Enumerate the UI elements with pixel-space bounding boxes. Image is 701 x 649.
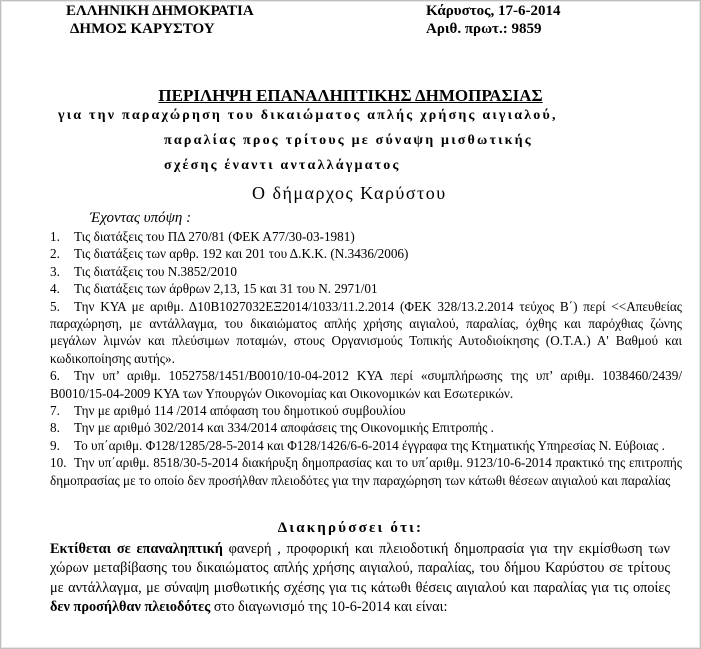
list-item-number: 5. xyxy=(50,298,60,314)
paragraph-bold-no-bidders: δεν προσήλθαν πλειοδότες xyxy=(50,598,211,615)
list-item-text: Την υπ’ αριθμ. 1052758/1451/Β0010/10-04-2012 ΚΥΑ περί «συμπλήρωσης της υπ’ αριθμ. 1038460/2439/Β0010/15-04-2009 ΚΥΑ των Υπουργών Οικονομίας και Οικονομικών και Εσωτερικών. xyxy=(50,368,682,401)
subtitle-line-1: για την παραχώρηση του δικαιώματος απλής χρήσης αιγιαλού, xyxy=(58,108,558,123)
list-item xyxy=(50,419,682,436)
list-item xyxy=(50,454,682,489)
paragraph-text-1: φανερή , προφορική και πλειοδοτική δημοπρασία για την εκμίσθωση των χώρων μεταβίβασης του δικαιώματος απλής χρήσης αιγιαλού, παραλίας, του δήμου Καρύστου σε τρίτους με αντάλλαγμα, με σύναψη μισθωτικής σχέσης για τις κάτωθι θέσεις αιγιαλού και παραλίας για τις οποίες xyxy=(50,541,670,596)
list-item-text: Το υπ΄αριθμ. Φ128/1285/28-5-2014 και Φ128/1426/6-6-2014 έγγραφα της Κτηματικής Υπηρεσίας Ν. Εύβοιας . xyxy=(74,437,665,453)
list-item-number: 8. xyxy=(50,420,60,436)
list-item-text: Τις διατάξεις των άρθρων 2,13, 15 και 31 του Ν. 2971/01 xyxy=(74,281,378,297)
list-item xyxy=(50,263,682,280)
list-item xyxy=(50,367,682,402)
subtitle-line-3: σχέσης έναντι ανταλλάγματος xyxy=(164,158,401,173)
list-item-text: Τις διατάξεις των αρθρ. 192 και 201 του Δ.Κ.Κ. (Ν.3436/2006) xyxy=(74,246,409,262)
list-item xyxy=(50,298,682,368)
paragraph-text-2: στο διαγωνισμό της 10-6-2014 και είναι: xyxy=(210,598,448,615)
list-item-number: 10. xyxy=(50,455,67,471)
list-item-text: Την υπ΄αριθμ. 8518/30-5-2014 διακήρυξη δημοπρασίας και το υπ΄αριθμ. 9123/10-6-2014 πρακτικό της επιτροπής δημοπρασίας με το οποίο δεν προσήλθαν πλειοδότες για την παραχώρηση των κάτωθι θέσεων αιγιαλού και παραλίας xyxy=(50,455,682,488)
mayor-heading: Ο δήμαρχος Καρύστου xyxy=(252,183,447,203)
header-republic: ΕΛΛΗΝΙΚΗ ΔΗΜΟΚΡΑΤΙΑ xyxy=(66,3,254,19)
list-item-number: 1. xyxy=(50,229,60,244)
list-item-text: Τις διατάξεις του Ν.3852/2010 xyxy=(74,263,237,279)
list-item-text: Τις διατάξεις του ΠΔ 270/81 (ΦΕΚ Α77/30-03-1981) xyxy=(74,229,355,244)
paragraph-bold-lead: Εκτίθεται σε επαναληπτική xyxy=(50,541,223,557)
list-item-number: 9. xyxy=(50,437,60,453)
list-item-text: Την ΚΥΑ με αριθμ. Δ10Β1027032ΕΞ2014/1033/11.2.2014 (ΦΕΚ 328/13.2.2014 τεύχος Β΄) περί <<Απευθείας παραχώρηση, με αντάλλαγμα, του δικαιώματος απλής χρήσης αιγιαλού, παραλίας, όχθης και παρόχθιας ζώνης μεγάλων λιμνών και πλεύσιμων ποταμών, στους Οργανισμούς Τοπικής Αυτοδιοίκησης (Ο.Τ.Α.) Α' Βαθμού και κωδικοποίησης αυτής». xyxy=(50,298,682,366)
declares-heading: Διακηρύσσει ότι: xyxy=(277,520,424,536)
list-item xyxy=(50,402,682,419)
list-item-text: Την με αριθμό 114 /2014 απόφαση του δημοτικού συμβουλίου xyxy=(74,403,406,419)
list-item-number: 2. xyxy=(50,246,60,262)
document-title: ΠΕΡΙΛΗΨΗ ΕΠΑΝΑΛΗΠΤΙΚΗΣ ΔΗΜΟΠΡΑΣΙΑΣ xyxy=(158,86,543,105)
header-protocol-number: Αριθ. πρωτ.: 9859 xyxy=(426,21,542,37)
list-item xyxy=(50,228,682,245)
announcement-paragraph xyxy=(50,540,670,617)
list-item-text: Την με αριθμό 302/2014 και 334/2014 αποφάσεις της Οικονομικής Επιτροπής . xyxy=(74,420,494,436)
list-item xyxy=(50,280,682,297)
list-item-number: 6. xyxy=(50,368,60,384)
header-date: Κάρυστος, 17-6-2014 xyxy=(426,3,561,19)
having-regard-heading: Έχοντας υπόψη : xyxy=(90,210,192,226)
list-item-number: 7. xyxy=(50,403,60,419)
list-item-number: 3. xyxy=(50,263,60,279)
legal-basis-list xyxy=(50,228,682,489)
list-item-number: 4. xyxy=(50,281,60,297)
list-item xyxy=(50,437,682,454)
list-item xyxy=(50,245,682,262)
header-municipality: ΔΗΜΟΣ ΚΑΡΥΣΤΟΥ xyxy=(70,21,215,37)
subtitle-line-2: παραλίας προς τρίτους με σύναψη μισθωτικής xyxy=(164,133,533,148)
